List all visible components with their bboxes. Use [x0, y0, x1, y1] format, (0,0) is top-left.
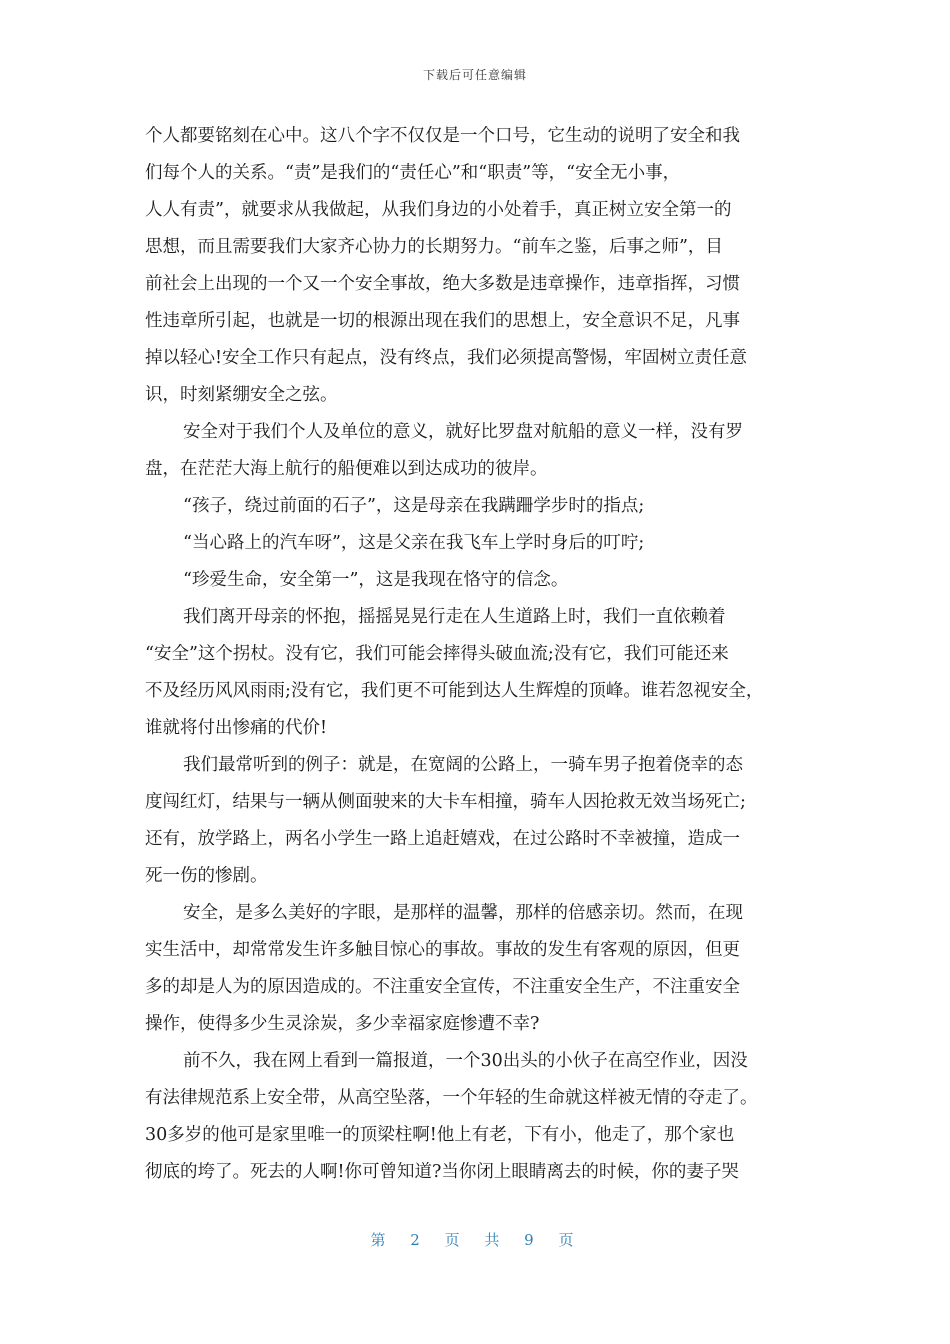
text-line: 谁就将付出惨痛的代价!: [145, 718, 328, 738]
text-line: 彻底的垮了。死去的人啊!你可曾知道?当你闭上眼睛离去的时候，你的妻子哭: [145, 1162, 739, 1182]
text-line: 们每个人的关系。“责”是我们的“责任心”和“职责”等，“安全无小事，: [145, 163, 681, 183]
text-line: 有法律规范系上安全带，从高空坠落，一个年轻的生命就这样被无情的夺走了。: [145, 1088, 758, 1108]
text-line: “当心路上的汽车呀”，这是父亲在我飞车上学时身后的叮咛;: [183, 533, 645, 553]
text-line: 不及经历风风雨雨;没有它，我们更不可能到达人生辉煌的顶峰。谁若忽视安全，: [145, 681, 764, 701]
text-line: 安全对于我们个人及单位的意义，就好比罗盘对航船的意义一样，没有罗: [183, 422, 743, 442]
text-line: 死一伤的惨剧。: [145, 866, 268, 886]
text-line: 我们离开母亲的怀抱，摇摇晃晃行走在人生道路上时，我们一直依赖着: [183, 607, 726, 627]
text-line: 安全，是多么美好的字眼，是那样的温馨，那样的倍感亲切。然而，在现: [183, 903, 743, 923]
text-line: 度闯红灯，结果与一辆从侧面驶来的大卡车相撞，骑车人因抢救无效当场死亡;: [145, 792, 746, 812]
page-number: 第 2 页 共 9 页: [370, 1231, 580, 1249]
text-line: 30多岁的他可是家里唯一的顶梁柱啊!他上有老，下有小，他走了，那个家也: [145, 1125, 735, 1145]
text-line: 个人都要铭刻在心中。这八个字不仅仅是一个口号，它生动的说明了安全和我: [145, 126, 740, 146]
text-line: 我们最常听到的例子：就是，在宽阔的公路上，一骑车男子抱着侥幸的态: [183, 755, 743, 775]
document-body: [145, 118, 805, 1191]
page-header: 下载后可任意编辑: [422, 68, 527, 82]
text-line: “安全”这个拐杖。没有它，我们可能会摔得头破血流;没有它，我们可能还来: [145, 644, 729, 664]
text-line: 性违章所引起，也就是一切的根源出现在我们的思想上，安全意识不足，凡事: [145, 311, 740, 331]
text-line: 实生活中，却常常发生许多触目惊心的事故。事故的发生有客观的原因，但更: [145, 940, 740, 960]
text-line: 盘，在茫茫大海上航行的船便难以到达成功的彼岸。: [145, 459, 548, 479]
text-line: 掉以轻心!安全工作只有起点，没有终点，我们必须提高警惕，牢固树立责任意: [145, 348, 748, 368]
text-line: 多的却是人为的原因造成的。不注重安全宣传，不注重安全生产，不注重安全: [145, 977, 740, 997]
text-line: “珍爱生命，安全第一”，这是我现在恪守的信念。: [183, 570, 569, 590]
text-line: 还有，放学路上，两名小学生一路上追赶嬉戏，在过公路时不幸被撞，造成一: [145, 829, 740, 849]
text-line: 思想，而且需要我们大家齐心协力的长期努力。“前车之鉴，后事之师”，目: [145, 237, 723, 257]
text-line: 人人有责”，就要求从我做起，从我们身边的小处着手，真正树立安全第一的: [145, 200, 732, 220]
text-line: 识，时刻紧绷安全之弦。: [145, 385, 338, 405]
text-line: 操作，使得多少生灵涂炭，多少幸福家庭惨遭不幸?: [145, 1014, 540, 1034]
text-line: “孩子，绕过前面的石子”，这是母亲在我蹒跚学步时的指点;: [183, 496, 645, 516]
text-line: 前不久，我在网上看到一篇报道，一个30出头的小伙子在高空作业，因没: [183, 1051, 748, 1071]
text-line: 前社会上出现的一个又一个安全事故，绝大多数是违章操作，违章指挥，习惯: [145, 274, 740, 294]
